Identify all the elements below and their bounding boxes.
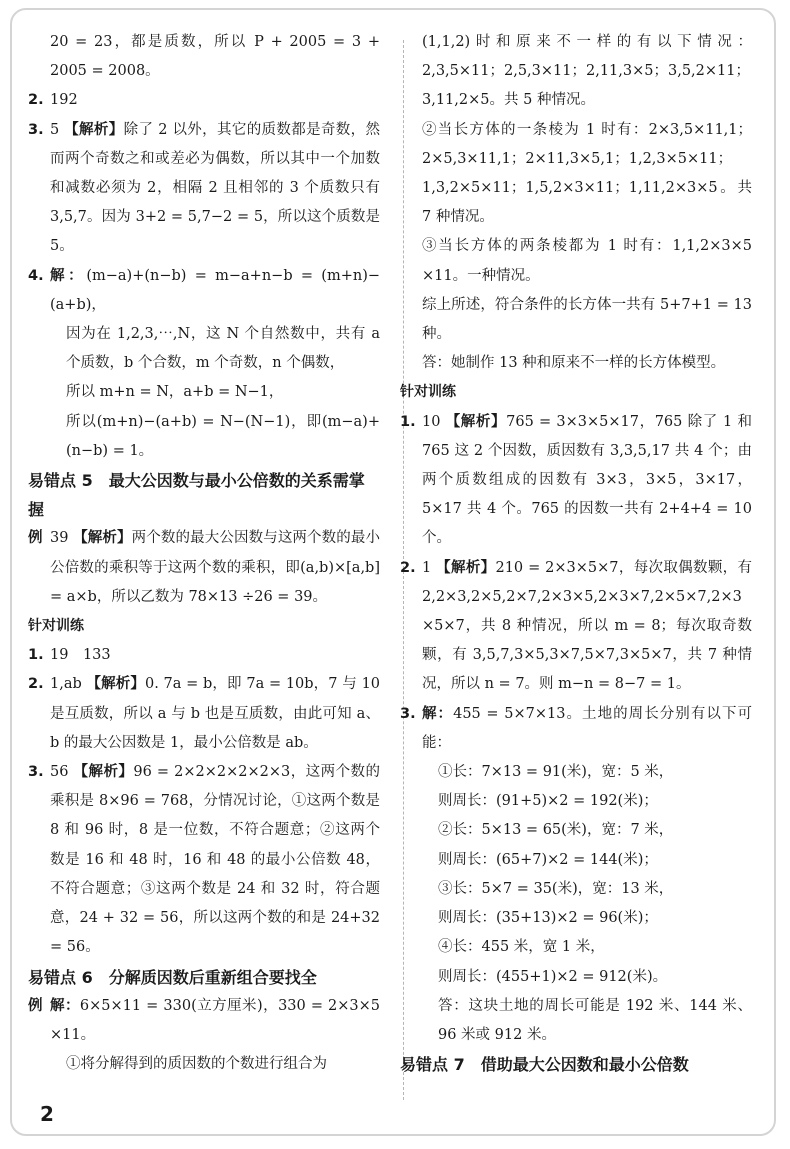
training-heading: 针对训练 bbox=[28, 618, 84, 635]
item-text: 19 133 bbox=[50, 647, 111, 664]
item-line: (m−a)+(n−b) = m−a+n−b = (m+n)−(a+b)， bbox=[50, 267, 381, 313]
prev-answer-continuation: 20 = 23，都是质数，所以 P + 2005 = 3 + 2005 = 2008。 bbox=[50, 34, 380, 80]
training-item-3 bbox=[28, 758, 380, 962]
analysis-label: 【解析】 bbox=[64, 121, 124, 138]
training-item-1 bbox=[400, 408, 752, 554]
training-heading: 针对训练 bbox=[400, 384, 456, 401]
example-5 bbox=[28, 524, 380, 612]
section-heading-6: 易错点 6 分解质因数后重新组合要找全 bbox=[28, 967, 317, 987]
item-number: 3. bbox=[400, 705, 416, 722]
item-text: 96 = 2×2×2×2×2×3，这两个数的乘积是 8×96 = 768，分情况讨论，①这两个数是 8 和 96 时，8 是一位数，不符合题意；②这两个数是 16 和 48 时，16 和 48 的最小公倍数 48，不符合题意；③这两个数是 24 和 32 时，符合题意，24 + 32 = 56，所以这两个数的和是 24+32 = 56。 bbox=[50, 764, 381, 956]
left-column bbox=[28, 28, 380, 1079]
case-line: ①长：7×13 = 91(米)，宽：5 米， bbox=[438, 764, 674, 781]
item-text: 192 bbox=[50, 92, 78, 109]
case-answer: 答：这块土地的周长可能是 192 米、144 米、96 米或 912 米。 bbox=[438, 997, 752, 1043]
item-number: 1. bbox=[28, 647, 44, 664]
analysis-label: 【解析】 bbox=[436, 559, 496, 576]
training-item-2 bbox=[28, 670, 380, 758]
training-item-1 bbox=[28, 641, 380, 670]
example-label: 例 bbox=[28, 530, 43, 547]
item-line: 因为在 1,2,3,⋯,N，这 N 个自然数中，共有 a 个质数，b 个合数，m 个奇数，n 个偶数， bbox=[66, 326, 380, 372]
analysis-label: 【解析】 bbox=[73, 764, 134, 781]
continuation-para-3: ③当长方体的两条棱都为 1 时有：1,1,2×3×5 ×11。一种情况。 bbox=[422, 238, 752, 284]
page-number: 2 bbox=[40, 1102, 54, 1126]
item-line: 所以 m+n = N，a+b = N−1， bbox=[66, 384, 284, 401]
item-text: 210 = 2×3×5×7，每次取偶数颗，有 2,2×3,2×5,2×7,2×3×5,2×3×7,2×5×7,2×3 ×5×7，共 8 种情况，所以 m = 8；每次取奇数颗，有 3,5,7,3×5,3×7,5×7,3×5×7，共 7 种情况，所以 n = 7。则 m−n = 8−7 = 1。 bbox=[422, 559, 752, 693]
example-step: ①将分解得到的质因数的个数进行组合为 bbox=[66, 1056, 327, 1073]
case-line: ④长：455 米，宽 1 米， bbox=[438, 939, 605, 956]
answer-item-4 bbox=[28, 262, 380, 466]
training-item-3 bbox=[400, 700, 752, 1050]
training-item-2 bbox=[400, 554, 752, 700]
item-number: 4. bbox=[28, 267, 44, 284]
continuation-para-2: ②当长方体的一条棱为 1 时有：2×3,5×11,1；2×5,3×11,1；2×11,3×5,1；1,2,3×5×11；1,3,2×5×11；1,5,2×3×11；1,11,2×3×5。共 7 种情况。 bbox=[422, 121, 752, 226]
case-line: 则周长：(65+7)×2 = 144(米)； bbox=[438, 851, 658, 868]
item-answer: 1 bbox=[422, 559, 432, 576]
answer-item-2 bbox=[28, 86, 380, 115]
item-text: 455 = 5×7×13。土地的周长分别有以下可能： bbox=[422, 705, 752, 751]
item-answer: 5 bbox=[50, 121, 60, 138]
case-line: ②长：5×13 = 65(米)，宽：7 米， bbox=[438, 822, 674, 839]
solution-label: 解： bbox=[422, 705, 454, 722]
solution-label: 解： bbox=[50, 997, 80, 1014]
example-answer: 39 bbox=[50, 530, 69, 547]
item-answer: 1,ab bbox=[50, 676, 82, 693]
item-number: 3. bbox=[28, 121, 44, 138]
example-text: 两个数的最大公因数与这两个数的最小公倍数的乘积等于这两个数的乘积，即(a,b)×[a,b] = a×b，所以乙数为 78×13 ÷26 = 39。 bbox=[50, 530, 381, 605]
case-line: 则周长：(91+5)×2 = 192(米)； bbox=[438, 793, 658, 810]
item-answer: 10 bbox=[422, 413, 441, 430]
item-answer: 56 bbox=[50, 764, 69, 781]
analysis-label: 【解析】 bbox=[73, 530, 132, 547]
item-text: 除了 2 以外，其它的质数都是奇数，然而两个奇数之和或差必为偶数，所以其中一个加数和减数必须为 2，相隔 2 且相邻的 3 个质数只有 3,5,7。因为 3+2 = 5,7−2 = 5，所以这个质数是 5。 bbox=[50, 121, 381, 255]
continuation-answer: 答：她制作 13 种和原来不一样的长方体模型。 bbox=[422, 355, 726, 372]
section-heading-5: 易错点 5 最大公因数与最小公倍数的关系需掌握 bbox=[28, 471, 365, 520]
right-column bbox=[400, 28, 752, 1079]
item-number: 2. bbox=[28, 92, 44, 109]
answer-item-3 bbox=[28, 116, 380, 262]
section-heading-7: 易错点 7 借助最大公因数和最小公倍数 bbox=[400, 1055, 689, 1075]
item-text: 0. 7a = b，即 7a = 10b，7 与 10 是互质数，所以 a 与 b 也是互质数，由此可知 a、b 的最大公因数是 1，最小公倍数是 ab。 bbox=[50, 676, 381, 751]
analysis-label: 【解析】 bbox=[86, 676, 145, 693]
item-line: 所以(m+n)−(a+b) = N−(N−1)，即(m−a)+(n−b) = 1。 bbox=[66, 413, 380, 459]
continuation-para-1: (1,1,2)时和原来不一样的有以下情况：2,3,5×11；2,5,3×11；2,11,3×5；3,5,2×11；3,11,2×5。共 5 种情况。 bbox=[422, 34, 752, 109]
item-text: 765 = 3×3×5×17，765 除了 1 和 765 这 2 个因数，质因数有 3,3,5,17 共 4 个；由两个质数组成的因数有 3×3，3×5，3×17，5×17 共 4 个。765 的因数一共有 2+4+4 = 10 个。 bbox=[422, 413, 753, 547]
case-line: ③长：5×7 = 35(米)，宽：13 米， bbox=[438, 880, 674, 897]
item-number: 2. bbox=[400, 559, 416, 576]
case-line: 则周长：(455+1)×2 = 912(米)。 bbox=[438, 968, 668, 985]
item-number: 1. bbox=[400, 413, 416, 430]
example-label: 例 bbox=[28, 997, 43, 1014]
solution-label: 解： bbox=[50, 267, 87, 284]
example-text: 6×5×11 = 330(立方厘米)，330 = 2×3×5 ×11。 bbox=[50, 997, 381, 1043]
item-number: 2. bbox=[28, 676, 44, 693]
analysis-label: 【解析】 bbox=[445, 413, 507, 430]
example-6 bbox=[28, 992, 380, 1080]
continuation-para-4: 综上所述，符合条件的长方体一共有 5+7+1 = 13 种。 bbox=[422, 296, 752, 343]
item-number: 3. bbox=[28, 764, 44, 781]
case-line: 则周长：(35+13)×2 = 96(米)； bbox=[438, 910, 658, 927]
